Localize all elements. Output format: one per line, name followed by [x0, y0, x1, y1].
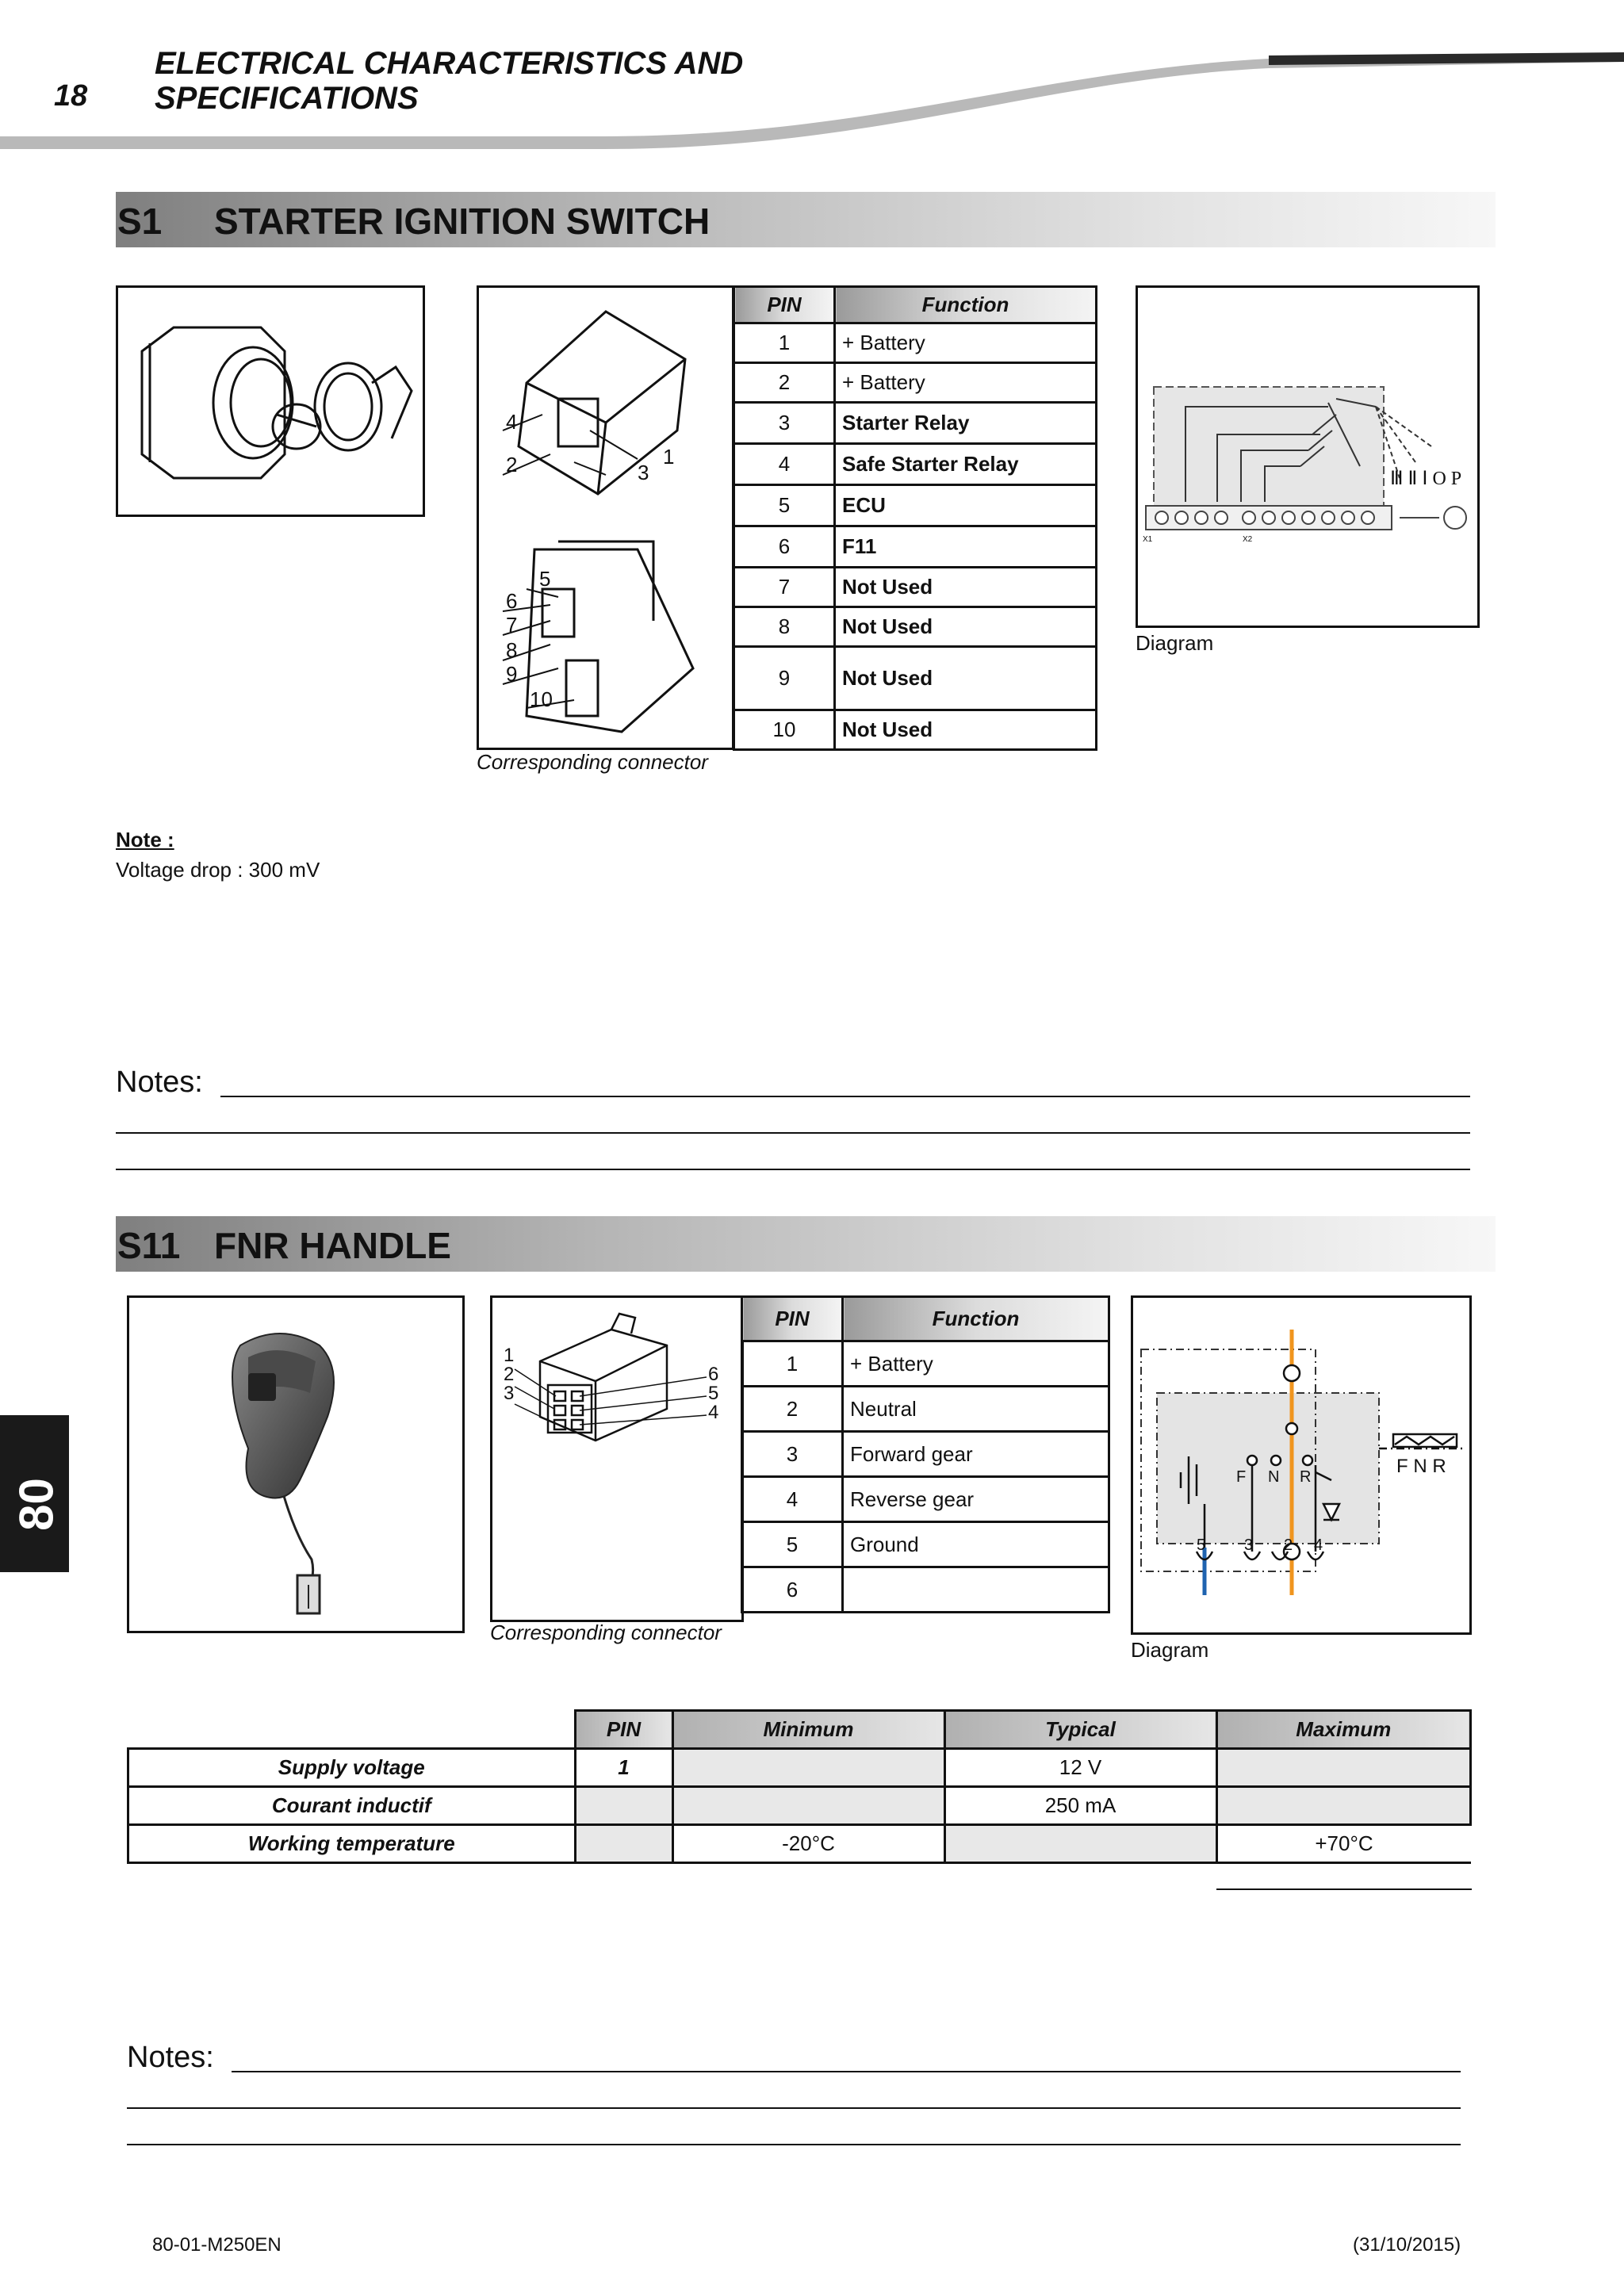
spec-header: Minimum — [672, 1711, 944, 1749]
section-title: FNR HANDLE — [214, 1225, 451, 1266]
pin-cell: 6 — [742, 1567, 843, 1613]
pin-cell: 4 — [742, 1477, 843, 1522]
page-title — [155, 46, 743, 116]
function-cell: Safe Starter Relay — [835, 444, 1097, 485]
pin-cell: 4 — [734, 444, 835, 485]
pin-cell: 2 — [742, 1387, 843, 1432]
pin-cell: 7 — [734, 568, 835, 607]
table-row — [734, 526, 1097, 568]
function-header: Function — [835, 287, 1097, 323]
connector-label: 2 — [504, 1364, 515, 1385]
s1-connector-caption: Corresponding connector — [477, 750, 708, 774]
spec-row-label: Working temperature — [128, 1825, 576, 1863]
page-title-line2: SPECIFICATIONS — [155, 81, 419, 116]
pin-cell: 8 — [734, 607, 835, 647]
notes-line — [232, 2071, 1461, 2072]
s1-diagram-drawing — [1138, 288, 1477, 626]
switch-label: N — [1268, 1468, 1280, 1486]
notes-line — [116, 1132, 1470, 1134]
spec-table — [127, 1709, 1472, 1864]
s11-connector-caption: Corresponding connector — [490, 1621, 722, 1644]
pin-number: 4 — [1314, 1536, 1323, 1554]
table-row — [742, 1387, 1109, 1432]
page-title-line1: ELECTRICAL CHARACTERISTICS AND — [155, 46, 744, 81]
spec-pin — [575, 1825, 672, 1863]
spec-pin — [575, 1787, 672, 1825]
spec-pin: 1 — [575, 1749, 672, 1787]
s11-diagram-label: Diagram — [1131, 1638, 1209, 1662]
notes-label: Notes: — [127, 2041, 214, 2074]
connector-label: 6 — [708, 1364, 719, 1385]
connector-label: 8 — [506, 638, 518, 662]
table-row — [128, 1787, 1471, 1825]
connector-label: 9 — [506, 662, 518, 686]
s11-connector-illustration — [492, 1298, 741, 1620]
connector-label: 4 — [708, 1402, 719, 1423]
ignition-switch-illustration — [118, 288, 423, 515]
ignition-switch-image — [116, 285, 425, 517]
pin-cell: 1 — [742, 1341, 843, 1387]
table-row — [734, 568, 1097, 607]
table-row — [742, 1477, 1109, 1522]
connector-label: 2 — [506, 453, 518, 476]
spec-header: Typical — [944, 1711, 1216, 1749]
s11-connector-image — [490, 1295, 744, 1622]
table-row — [734, 363, 1097, 403]
spec-min — [672, 1787, 944, 1825]
s11-diagram-drawing — [1133, 1298, 1469, 1632]
section-s1-header — [116, 192, 1496, 247]
function-header: Function — [843, 1297, 1109, 1341]
pin-header: PIN — [742, 1297, 843, 1341]
spec-max — [1216, 1787, 1471, 1825]
spec-row-label: Supply voltage — [128, 1749, 576, 1787]
pin-cell: 3 — [742, 1432, 843, 1477]
diagram-positions: Ⅲ Ⅱ Ⅰ O P — [1390, 469, 1462, 489]
function-cell: F11 — [835, 526, 1097, 568]
s1-connector-illustration — [479, 288, 733, 748]
notes-line — [116, 1169, 1470, 1170]
notes-line — [127, 2144, 1461, 2145]
function-cell: Ground — [843, 1522, 1109, 1567]
function-cell: + Battery — [835, 363, 1097, 403]
chapter-tab-label: 80 — [10, 1478, 63, 1531]
table-row — [734, 647, 1097, 710]
spec-table-underline — [1216, 1888, 1472, 1890]
svg-text:X1: X1 — [1143, 535, 1153, 544]
table-row — [734, 710, 1097, 750]
connector-label: 3 — [504, 1383, 515, 1404]
pin-cell: 9 — [734, 647, 835, 710]
function-cell: Not Used — [835, 568, 1097, 607]
s1-wiring-diagram — [1136, 285, 1480, 628]
connector-label: 6 — [506, 589, 518, 613]
pin-cell: 10 — [734, 710, 835, 750]
table-row — [742, 1567, 1109, 1613]
table-row — [734, 444, 1097, 485]
fnr-handle-image — [127, 1295, 465, 1633]
table-row — [734, 403, 1097, 444]
fnr-positions: F N R — [1396, 1456, 1446, 1477]
connector-label: 7 — [506, 613, 518, 637]
section-code: S1 — [117, 201, 163, 242]
function-cell: Not Used — [835, 607, 1097, 647]
spec-typ: 250 mA — [944, 1787, 1216, 1825]
function-cell: Not Used — [835, 647, 1097, 710]
function-cell: Forward gear — [843, 1432, 1109, 1477]
spec-min: -20°C — [672, 1825, 944, 1863]
connector-label: 3 — [638, 461, 649, 484]
notes-label: Notes: — [116, 1066, 203, 1099]
svg-text:X2: X2 — [1243, 535, 1253, 544]
function-cell: Starter Relay — [835, 403, 1097, 444]
pin-cell: 2 — [734, 363, 835, 403]
s1-pin-table — [733, 285, 1097, 751]
s11-pin-table — [741, 1295, 1110, 1613]
spec-row-label: Courant inductif — [128, 1787, 576, 1825]
pin-number: 2 — [1284, 1536, 1293, 1554]
function-cell: Neutral — [843, 1387, 1109, 1432]
spec-typ: 12 V — [944, 1749, 1216, 1787]
spec-header: PIN — [575, 1711, 672, 1749]
function-cell: Reverse gear — [843, 1477, 1109, 1522]
section-title: STARTER IGNITION SWITCH — [214, 201, 710, 242]
pin-cell: 5 — [742, 1522, 843, 1567]
connector-label: 10 — [530, 687, 553, 711]
connector-label: 1 — [663, 445, 675, 469]
table-row — [734, 323, 1097, 363]
pin-cell: 3 — [734, 403, 835, 444]
function-cell: + Battery — [843, 1341, 1109, 1387]
pin-header: PIN — [734, 287, 835, 323]
table-row — [128, 1749, 1471, 1787]
switch-label: F — [1236, 1468, 1247, 1486]
section-s11-header — [116, 1216, 1496, 1272]
table-row — [742, 1432, 1109, 1477]
pin-cell: 1 — [734, 323, 835, 363]
table-row — [128, 1825, 1471, 1863]
spec-header: Maximum — [1216, 1711, 1471, 1749]
function-cell — [843, 1567, 1109, 1613]
table-row — [734, 607, 1097, 647]
footer-doc-id: 80-01-M250EN — [152, 2234, 282, 2256]
table-row — [734, 485, 1097, 526]
s1-diagram-label: Diagram — [1136, 631, 1214, 655]
page-number: 18 — [54, 79, 88, 113]
notes-line — [127, 2107, 1461, 2109]
chapter-tab — [0, 1415, 69, 1572]
pin-cell: 5 — [734, 485, 835, 526]
table-row — [742, 1522, 1109, 1567]
connector-label: 4 — [506, 410, 518, 434]
pin-cell: 6 — [734, 526, 835, 568]
spec-min — [672, 1749, 944, 1787]
connector-label: 5 — [708, 1383, 719, 1404]
note-title: Note : — [116, 828, 174, 851]
function-cell: ECU — [835, 485, 1097, 526]
table-row — [742, 1341, 1109, 1387]
fnr-handle-illustration — [129, 1298, 462, 1631]
pin-number: 3 — [1244, 1536, 1254, 1554]
switch-label: R — [1300, 1468, 1312, 1486]
s1-connector-image — [477, 285, 734, 750]
section-code: S11 — [117, 1225, 181, 1266]
footer-date: (31/10/2015) — [1353, 2234, 1461, 2256]
s11-wiring-diagram — [1131, 1295, 1472, 1635]
spec-max: +70°C — [1216, 1825, 1471, 1863]
spec-max — [1216, 1749, 1471, 1787]
notes-line — [220, 1096, 1470, 1097]
connector-label: 5 — [539, 567, 551, 591]
pin-number: 5 — [1197, 1536, 1206, 1554]
function-cell: + Battery — [835, 323, 1097, 363]
note-text: Voltage drop : 300 mV — [116, 858, 320, 882]
function-cell: Not Used — [835, 710, 1097, 750]
spec-typ — [944, 1825, 1216, 1863]
connector-label: 1 — [504, 1345, 515, 1366]
